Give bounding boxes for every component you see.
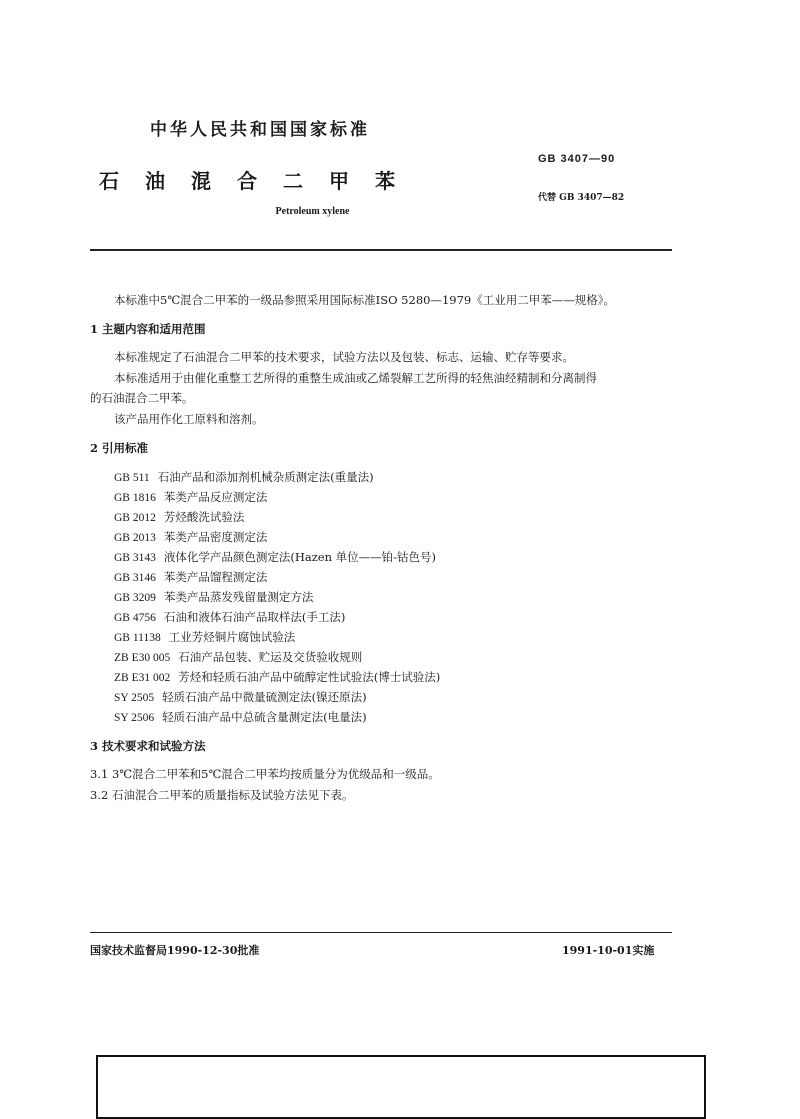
document-title: 石油混合二甲苯 (99, 169, 421, 193)
reference-item: GB 2013 苯类产品密度测定法 (114, 530, 268, 544)
next-page-table-frame (96, 1055, 706, 1119)
section-1-para-3: 该产品用作化工原料和溶剂。 (114, 412, 264, 426)
replaces-code: 代替 GB 3407—82 (538, 193, 625, 203)
reference-item: SY 2506 轻质石油产品中总硫含量测定法(电量法) (114, 710, 367, 724)
reference-item: ZB E30 005 石油产品包装、贮运及交货验收规则 (114, 650, 363, 664)
reference-item: GB 3209 苯类产品蒸发残留量测定方法 (114, 590, 314, 604)
section-1-heading: 1 主题内容和适用范围 (90, 322, 206, 336)
footer-divider (90, 932, 672, 933)
approval-date: 国家技术监督局1990-12-30批准 (90, 944, 260, 957)
reference-item: GB 11138 工业芳烃铜片腐蚀试验法 (114, 630, 296, 644)
reference-item: ZB E31 002 芳烃和轻质石油产品中硫醇定性试验法(博士试验法) (114, 670, 441, 684)
header-divider (90, 249, 672, 251)
section-3-2: 3.2 石油混合二甲苯的质量指标及试验方法见下表。 (90, 788, 354, 802)
reference-item: SY 2505 轻质石油产品中微量硫测定法(镍还原法) (114, 690, 367, 704)
section-3-heading: 3 技术要求和试验方法 (90, 739, 206, 753)
document-title-en: Petroleum xylene (275, 206, 350, 217)
section-1-para-2: 本标准适用于由催化重整工艺所得的重整生成油或乙烯裂解工艺所得的轻焦油经精制和分离制得 (114, 371, 597, 385)
reference-item: GB 511 石油产品和添加剂机械杂质测定法(重量法) (114, 470, 374, 484)
section-1-para-2-cont: 的石油混合二甲苯。 (90, 391, 194, 405)
standard-code: GB 3407—90 (538, 153, 616, 165)
reference-item: GB 3146 苯类产品馏程测定法 (114, 570, 268, 584)
reference-item: GB 2012 芳烃酸洗试验法 (114, 510, 245, 524)
section-2-heading: 2 引用标准 (90, 441, 149, 455)
national-standard-heading: 中华人民共和国国家标准 (150, 120, 370, 140)
reference-item: GB 4756 石油和液体石油产品取样法(手工法) (114, 610, 346, 624)
section-1-para-1: 本标准规定了石油混合二甲苯的技术要求，试验方法以及包装、标志、运输、贮存等要求。 (114, 350, 574, 364)
intro-paragraph: 本标准中5℃混合二甲苯的一级品参照采用国际标准ISO 5280—1979《工业用二甲苯——规格》。 (114, 293, 615, 307)
section-3-1: 3.1 3℃混合二甲苯和5℃混合二甲苯均按质量分为优级品和一级品。 (90, 767, 440, 781)
reference-item: GB 3143 液体化学产品颜色测定法(Hazen 单位——铂-钴色号) (114, 550, 437, 564)
reference-item: GB 1816 苯类产品反应测定法 (114, 490, 268, 504)
implementation-date: 1991-10-01实施 (562, 944, 655, 957)
